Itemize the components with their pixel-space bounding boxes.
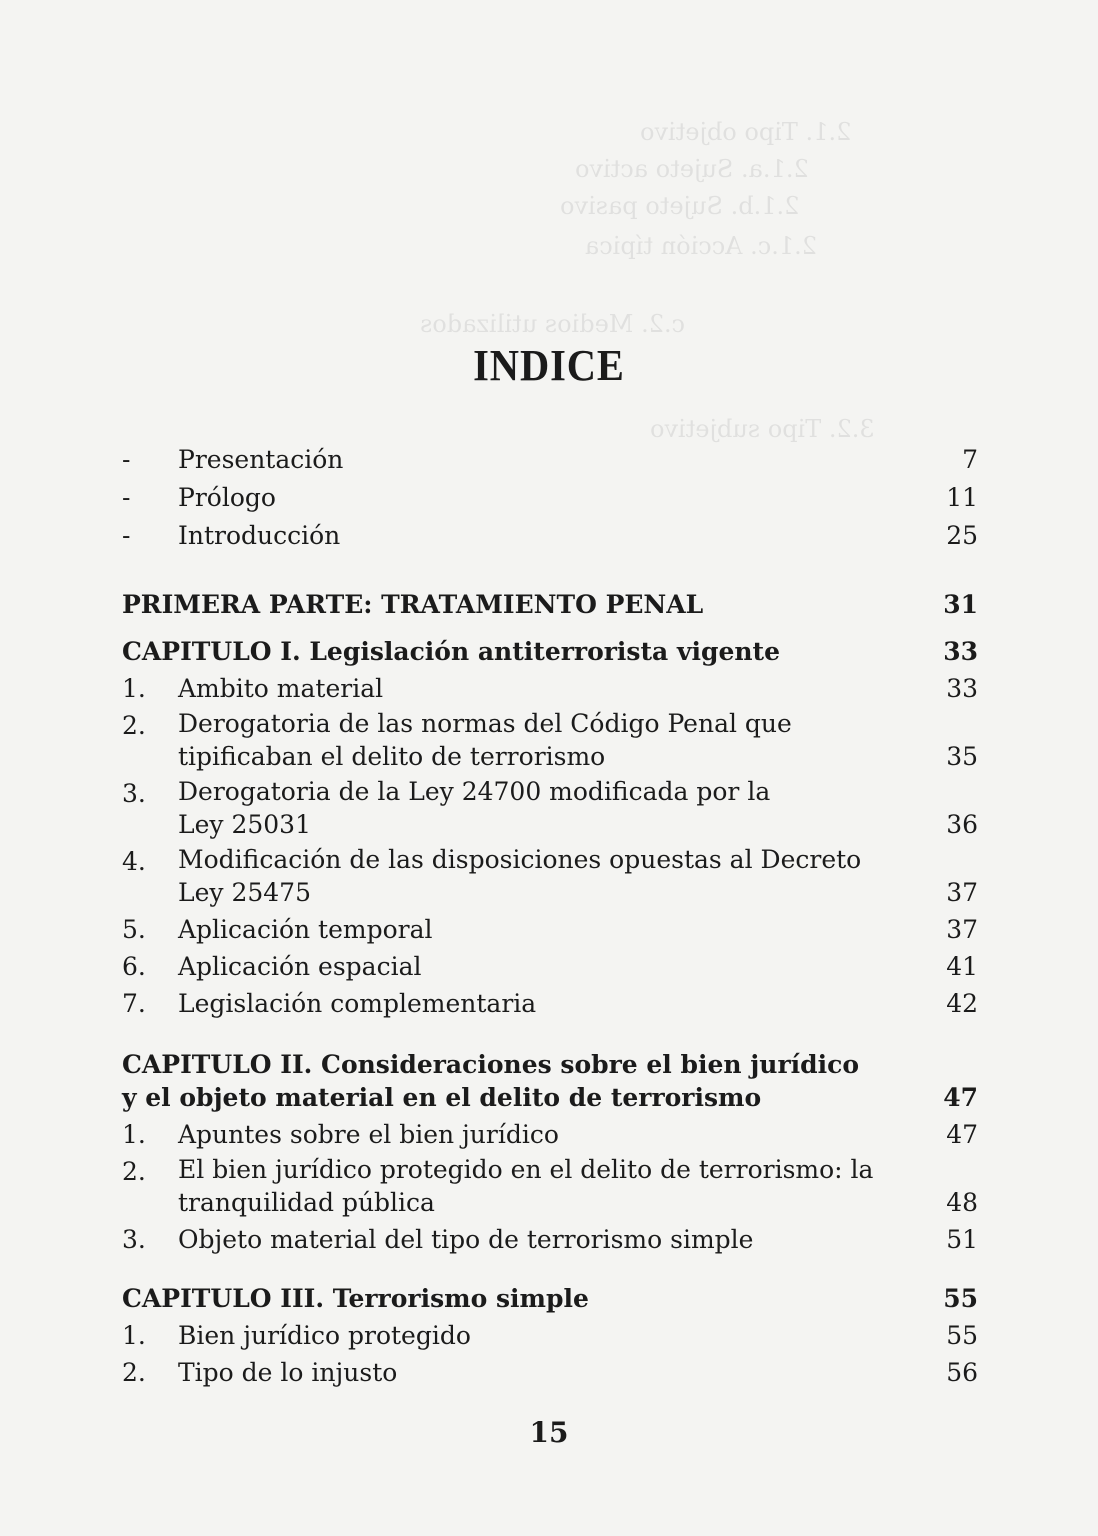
chapter-label: CAPITULO I. Legislación antiterrorista vigente — [122, 637, 780, 666]
item-page: 56 — [946, 1358, 978, 1387]
dash-marker: - — [122, 521, 131, 550]
item-page: 37 — [946, 915, 978, 944]
item-page: 41 — [946, 952, 978, 981]
chapter-label: CAPITULO III. Terrorismo simple — [122, 1284, 589, 1313]
item-page: 37 — [946, 878, 978, 907]
item-page: 42 — [946, 989, 978, 1018]
page-number: 15 — [529, 1416, 569, 1449]
chapter-page: 55 — [943, 1284, 978, 1313]
item-label: Tipo de lo injusto — [178, 1358, 398, 1387]
item-number: 4. — [122, 847, 146, 876]
toc-entry-page: 25 — [946, 521, 978, 550]
item-number: 3. — [122, 779, 146, 808]
toc-item[interactable] — [122, 1354, 984, 1391]
chapter-page: 33 — [943, 637, 978, 666]
item-page: 51 — [946, 1225, 978, 1254]
index-title: INDICE — [473, 341, 625, 390]
toc-item[interactable] — [122, 948, 984, 985]
item-number: 3. — [122, 1225, 146, 1254]
toc-item[interactable] — [122, 843, 984, 911]
toc-part-primera[interactable] — [122, 586, 984, 623]
item-label: Modificación de las disposiciones opuestas al Decreto Ley 25475 — [178, 845, 862, 907]
toc-item[interactable] — [122, 1317, 984, 1354]
toc-item[interactable] — [122, 1153, 984, 1221]
item-page: 48 — [946, 1188, 978, 1217]
item-label: Bien jurídico protegido — [178, 1321, 471, 1350]
item-number: 6. — [122, 952, 146, 981]
toc-chapter-3[interactable] — [122, 1280, 984, 1317]
item-page: 33 — [946, 674, 978, 703]
part-page: 31 — [943, 590, 978, 619]
toc-entry-label: Presentación — [178, 445, 344, 474]
dash-marker: - — [122, 483, 131, 512]
toc-entry-prologo[interactable] — [122, 478, 984, 516]
item-label: El bien jurídico protegido en el delito de terrorismo: la tranquilidad pública — [178, 1155, 874, 1217]
item-page: 36 — [946, 810, 978, 839]
item-page: 47 — [946, 1120, 978, 1149]
table-of-contents — [122, 440, 984, 1391]
toc-item[interactable] — [122, 670, 984, 707]
part-label: PRIMERA PARTE: TRATAMIENTO PENAL — [122, 590, 704, 619]
item-label: Objeto material del tipo de terrorismo simple — [178, 1225, 754, 1254]
item-label: Derogatoria de la Ley 24700 modificada por la Ley 25031 — [178, 777, 771, 839]
item-number: 1. — [122, 1120, 146, 1149]
dash-marker: - — [122, 445, 131, 474]
item-label: Aplicación temporal — [178, 915, 433, 944]
toc-item[interactable] — [122, 985, 984, 1022]
toc-entry-introduccion[interactable] — [122, 516, 984, 554]
toc-chapter-2[interactable] — [122, 1048, 984, 1116]
toc-item[interactable] — [122, 911, 984, 948]
toc-item[interactable] — [122, 1116, 984, 1153]
item-number: 2. — [122, 1157, 146, 1186]
chapter-label: CAPITULO II. Consideraciones sobre el bien jurídico y el objeto material en el delito de terrorismo — [122, 1050, 860, 1112]
item-label: Legislación complementaria — [178, 989, 537, 1018]
item-number: 2. — [122, 1358, 146, 1387]
item-number: 7. — [122, 989, 146, 1018]
toc-item[interactable] — [122, 1221, 984, 1258]
item-label: Aplicación espacial — [178, 952, 422, 981]
chapter-page: 47 — [943, 1083, 978, 1112]
toc-entry-label: Prólogo — [178, 483, 276, 512]
toc-chapter-1[interactable] — [122, 633, 984, 670]
bleed-through-text: 2.1. Tipo objetivo 2.1.a. Sujeto activo 2.1.b. Sujeto pasivo 2.1.c. Acción típica c.2. Medios utilizados 3.2. Tipo subjetivo — [420, 118, 875, 443]
toc-item[interactable] — [122, 707, 984, 775]
item-page: 35 — [946, 742, 978, 771]
item-page: 55 — [946, 1321, 978, 1350]
toc-item[interactable] — [122, 775, 984, 843]
toc-entry-presentacion[interactable] — [122, 440, 984, 478]
toc-entry-label: Introducción — [178, 521, 341, 550]
toc-entry-page: 7 — [962, 445, 978, 474]
item-number: 1. — [122, 674, 146, 703]
item-number: 5. — [122, 915, 146, 944]
item-label: Apuntes sobre el bien jurídico — [178, 1120, 559, 1149]
item-label: Ambito material — [178, 674, 384, 703]
item-number: 1. — [122, 1321, 146, 1350]
toc-entry-page: 11 — [946, 483, 978, 512]
item-number: 2. — [122, 711, 146, 740]
item-label: Derogatoria de las normas del Código Penal que tipificaban el delito de terrorismo — [178, 709, 792, 771]
